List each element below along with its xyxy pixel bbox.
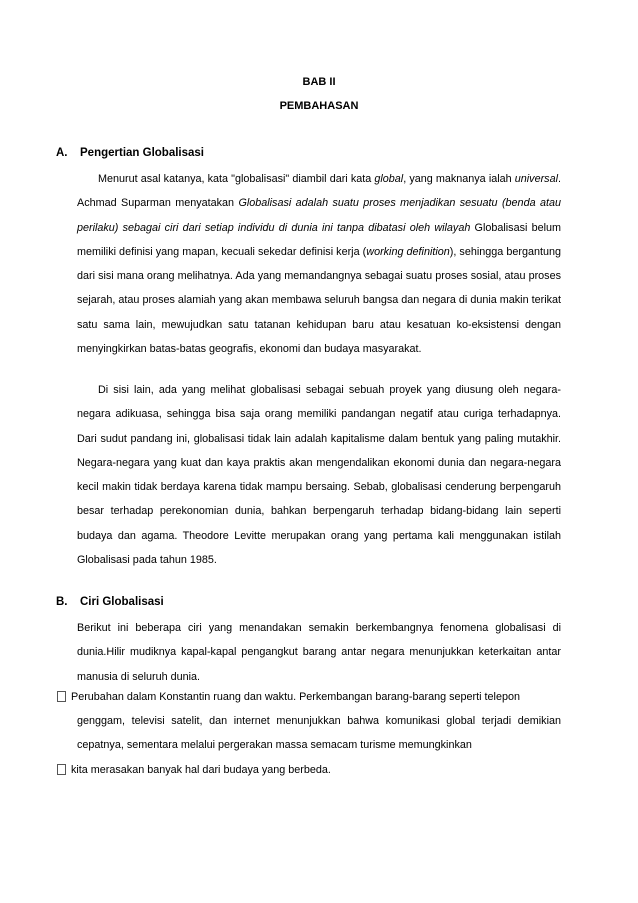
- section-a-letter: A.: [56, 147, 68, 159]
- chapter-number: BAB II: [302, 76, 336, 88]
- bullet-item-1: [57, 685, 561, 709]
- bullet-2-text: kita merasakan banyak hal dari budaya yang berbeda.: [71, 764, 331, 776]
- section-a-heading: [56, 147, 204, 159]
- section-a-paragraph-2: [77, 378, 561, 572]
- chapter-title: PEMBAHASAN: [279, 100, 359, 112]
- bullet-1-continuation: genggam, televisi satelit, dan internet menunjukkan bahwa komunikasi global terjadi demikian cepatnya, sementara melalui pergerakan massa semacam turisme memungkinkan: [77, 715, 561, 752]
- section-b-title: Ciri Globalisasi: [80, 596, 164, 608]
- bullet-item-2: [57, 758, 331, 782]
- section-a-title: Pengertian Globalisasi: [80, 147, 204, 159]
- bullet-1-first-line: Perubahan dalam Konstantin ruang dan waktu. Perkembangan barang-barang seperti telepon: [71, 691, 520, 703]
- bullet-box-icon: [57, 691, 66, 702]
- paragraph-1-text: Menurut asal katanya, kata "globalisasi" diambil dari kata global, yang maknanya ialah universal. Achmad Suparman menyatakan Globalisasi adalah suatu proses menjadikan sesuatu (benda atau perilaku) sebagai ciri dari setiap individu di dunia ini tanpa dibatasi oleh wilayah Globalisasi belum memiliki definisi yang mapan, kecuali sekedar definisi kerja (working definition), sehingga bergantung dari sisi mana orang melihatnya. Ada yang memandangnya sebagai suatu proses sosial, atau proses sejarah, atau proses alamiah yang akan membawa seluruh bangsa dan negara di dunia makin terikat satu sama lain, mewujudkan satu tatanan kehidupan baru atau kesatuan ko-eksistensi dengan menyingkirkan batas-batas geografis, ekonomi dan budaya masyarakat.: [77, 173, 561, 356]
- section-b-intro: Berikut ini beberapa ciri yang menandakan semakin berkembangnya fenomena globalisasi di dunia.Hilir mudiknya kapal-kapal pengangkut barang antar negara menunjukkan keterkaitan antar manusia di seluruh dunia.: [77, 622, 561, 683]
- section-a-paragraph-1: [77, 167, 561, 361]
- section-b-heading: [56, 596, 164, 608]
- bullet-box-icon: [57, 764, 66, 775]
- section-b-letter: B.: [56, 596, 68, 608]
- paragraph-2-text: Di sisi lain, ada yang melihat globalisasi sebagai sebuah proyek yang diusung oleh negara-negara adikuasa, sehingga bisa saja orang memiliki pandangan negatif atau curiga terhadapnya. Dari sudut pandang ini, globalisasi tidak lain adalah kapitalisme dalam bentuk yang paling mutakhir. Negara-negara yang kuat dan kaya praktis akan mengendalikan ekonomi dunia dan negara-negara kecil makin tidak berdaya karena tidak mampu bersaing. Sebab, globalisasi cenderung berpengaruh besar terhadap perekonomian dunia, bahkan berpengaruh terhadap bidang-bidang lain seperti budaya dan agama. Theodore Levitte merupakan orang yang pertama kali menggunakan istilah Globalisasi pada tahun 1985.: [77, 384, 561, 567]
